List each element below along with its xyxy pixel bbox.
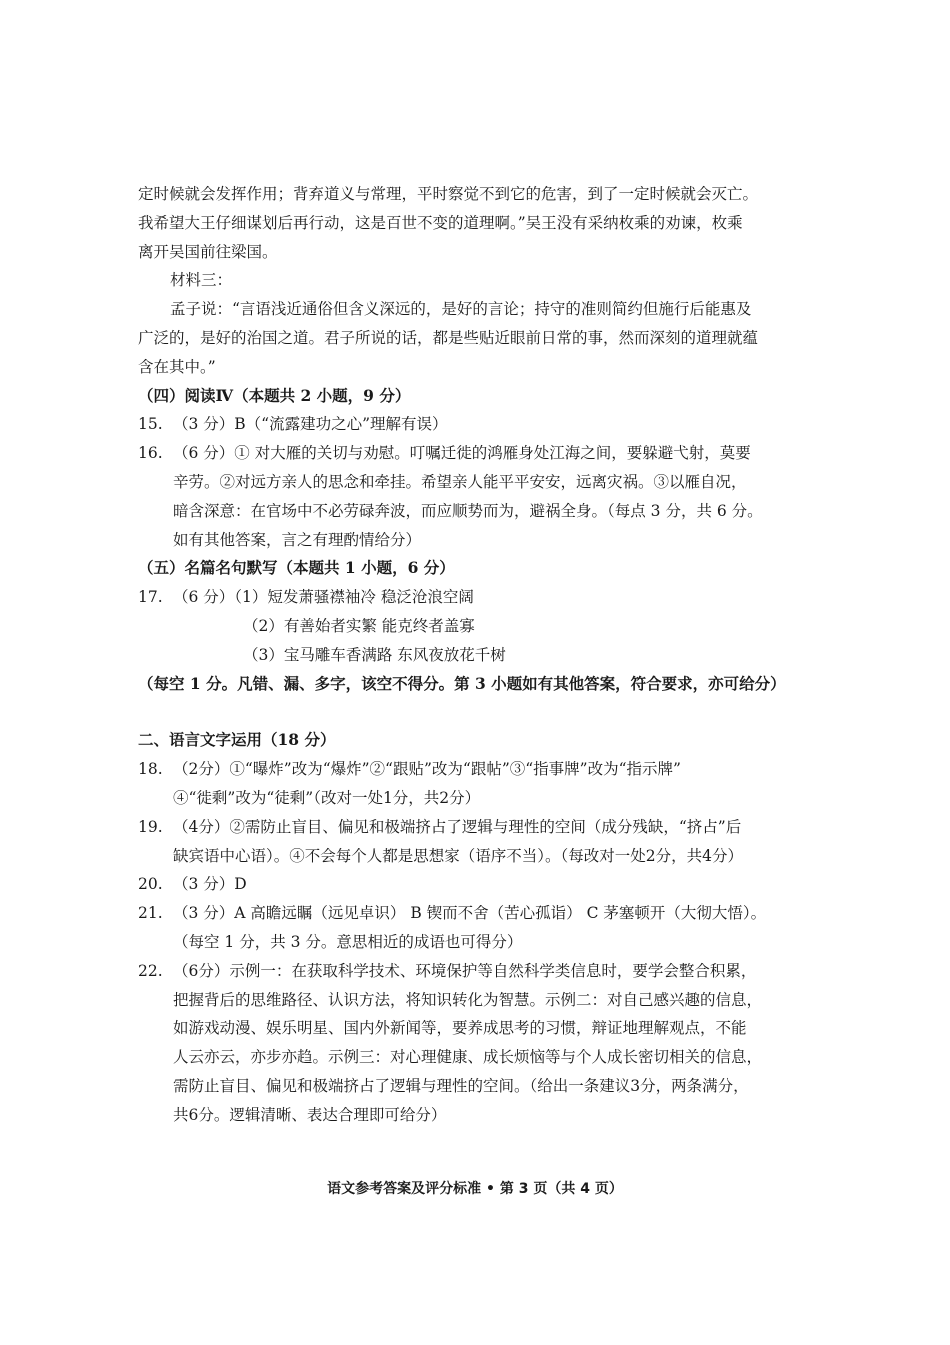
question-21 bbox=[138, 899, 818, 957]
answer-line: （6 分）① 对大雁的关切与劝慰。叮嘱迁徙的鸿雁身处江海之间，要躲避弋射，莫要 bbox=[173, 444, 751, 463]
material3-line-2: 广泛的，是好的治国之道。君子所说的话，都是些贴近眼前日常的事，然而深刻的道理就蕴 bbox=[138, 328, 759, 347]
answer-line: （6 分）（1）短发萧骚襟袖冷 稳泛沧浪空阔 bbox=[173, 588, 474, 607]
material3-line-3: 含在其中。” bbox=[138, 357, 216, 376]
answer-content bbox=[138, 180, 818, 1130]
answer-line-sub: （2）有善始者实繁 能克终者盖寡 bbox=[243, 616, 475, 635]
answer-body bbox=[173, 755, 818, 813]
question-22 bbox=[138, 957, 818, 1130]
answer-body bbox=[173, 439, 818, 554]
question-number: 20. bbox=[138, 875, 163, 894]
answer-line-sub: （3）宝马雕车香满路 东风夜放花千树 bbox=[243, 645, 506, 664]
question-19 bbox=[138, 813, 818, 871]
answer-text: （3 分）D bbox=[173, 875, 247, 894]
answer-line: 暗含深意：在官场中不必劳碌奔波，而应顺势而为，避祸全身。（每点 3 分，共 6 分。 bbox=[173, 501, 763, 520]
answer-line: 共6分。逻辑清晰、表达合理即可给分） bbox=[173, 1105, 447, 1124]
answer-line: 缺宾语中心语）。④不会每个人都是思想家（语序不当）。（每改对一处2分，共4分） bbox=[173, 846, 743, 865]
answer-line: 如游戏动漫、娱乐明星、国内外新闻等，要养成思考的习惯，辩证地理解观点，不能 bbox=[173, 1019, 747, 1038]
question-number: 19. bbox=[138, 817, 163, 836]
question-number: 15. bbox=[138, 415, 163, 434]
question-number: 16. bbox=[138, 444, 163, 463]
answer-body bbox=[173, 813, 818, 871]
answer-line: 人云亦云，亦步亦趋。示例三：对心理健康、成长烦恼等与个人成长密切相关的信息， bbox=[173, 1048, 763, 1067]
answer-text: （3 分）B（“流露建功之心”理解有误） bbox=[173, 415, 448, 434]
question-number: 21. bbox=[138, 904, 163, 923]
question-15 bbox=[138, 410, 818, 439]
answer-line: 辛劳。②对远方亲人的思念和牵挂。希望亲人能平平安安，远离灾祸。③以雁自况， bbox=[173, 472, 747, 491]
question-18 bbox=[138, 755, 818, 813]
section4-title: （四）阅读Ⅳ（本题共 2 小题，9 分） bbox=[138, 385, 411, 405]
question-number: 18. bbox=[138, 760, 163, 779]
question-16 bbox=[138, 439, 818, 554]
answer-line: （4分）②需防止盲目、偏见和极端挤占了逻辑与理性的空间（成分残缺，“挤占”后 bbox=[173, 817, 742, 836]
page-footer: 语文参考答案及评分标准 • 第 3 页（共 4 页） bbox=[327, 1181, 623, 1197]
section5-note: （每空 1 分。凡错、漏、多字，该空不得分。第 3 小题如有其他答案，符合要求，亦可给分） bbox=[138, 673, 786, 693]
material2-line-3: 离开吴国前往梁国。 bbox=[138, 242, 278, 261]
answer-line: 需防止盲目、偏见和极端挤占了逻辑与理性的空间。（给出一条建议3分，两条满分， bbox=[173, 1076, 749, 1095]
answer-body bbox=[173, 583, 818, 612]
question-17 bbox=[138, 583, 818, 612]
answer-line: 如有其他答案，言之有理酌情给分） bbox=[173, 530, 422, 549]
material3-title: 材料三： bbox=[170, 271, 233, 290]
material2-line-1: 定时候就会发挥作用；背弃道义与常理，平时察觉不到它的危害，到了一定时候就会灭亡。 bbox=[138, 185, 759, 203]
question-number: 17. bbox=[138, 588, 163, 607]
answer-body bbox=[173, 899, 818, 957]
answer-line: （3 分）A 高瞻远瞩（远见卓识） B 锲而不舍（苦心孤诣） C 茅塞顿开（大彻大悟）。 bbox=[173, 904, 767, 923]
material3-line-1: 孟子说：“言语浅近通俗但含义深远的，是好的言论；持守的准则简约但施行后能惠及 bbox=[170, 300, 752, 319]
spacer bbox=[138, 698, 818, 726]
section5-title: （五）名篇名句默写（本题共 1 小题，6 分） bbox=[138, 558, 455, 578]
answer-body bbox=[173, 957, 818, 1130]
question-20 bbox=[138, 870, 818, 899]
material2-line-2: 我希望大王仔细谋划后再行动，这是百世不变的道理啊。”吴王没有采纳枚乘的劝谏，枚乘 bbox=[138, 213, 743, 232]
question-number: 22. bbox=[138, 961, 163, 980]
part2-title: 二、语言文字运用（18 分） bbox=[138, 730, 336, 750]
answer-line: （6分）示例一：在获取科学技术、环境保护等自然科学类信息时，要学会整合积累， bbox=[173, 961, 757, 980]
answer-line: ④“徙剩”改为“徒剩”（改对一处1分，共2分） bbox=[173, 788, 481, 807]
answer-line: 把握背后的思维路径、认识方法，将知识转化为智慧。示例二：对自己感兴趣的信息， bbox=[173, 990, 763, 1009]
answer-line: （2分）①“曝炸”改为“爆炸”②“跟贴”改为“跟帖”③“指事牌”改为“指示牌” bbox=[173, 760, 681, 779]
answer-line: （每空 1 分，共 3 分。意思相近的成语也可得分） bbox=[173, 932, 523, 951]
